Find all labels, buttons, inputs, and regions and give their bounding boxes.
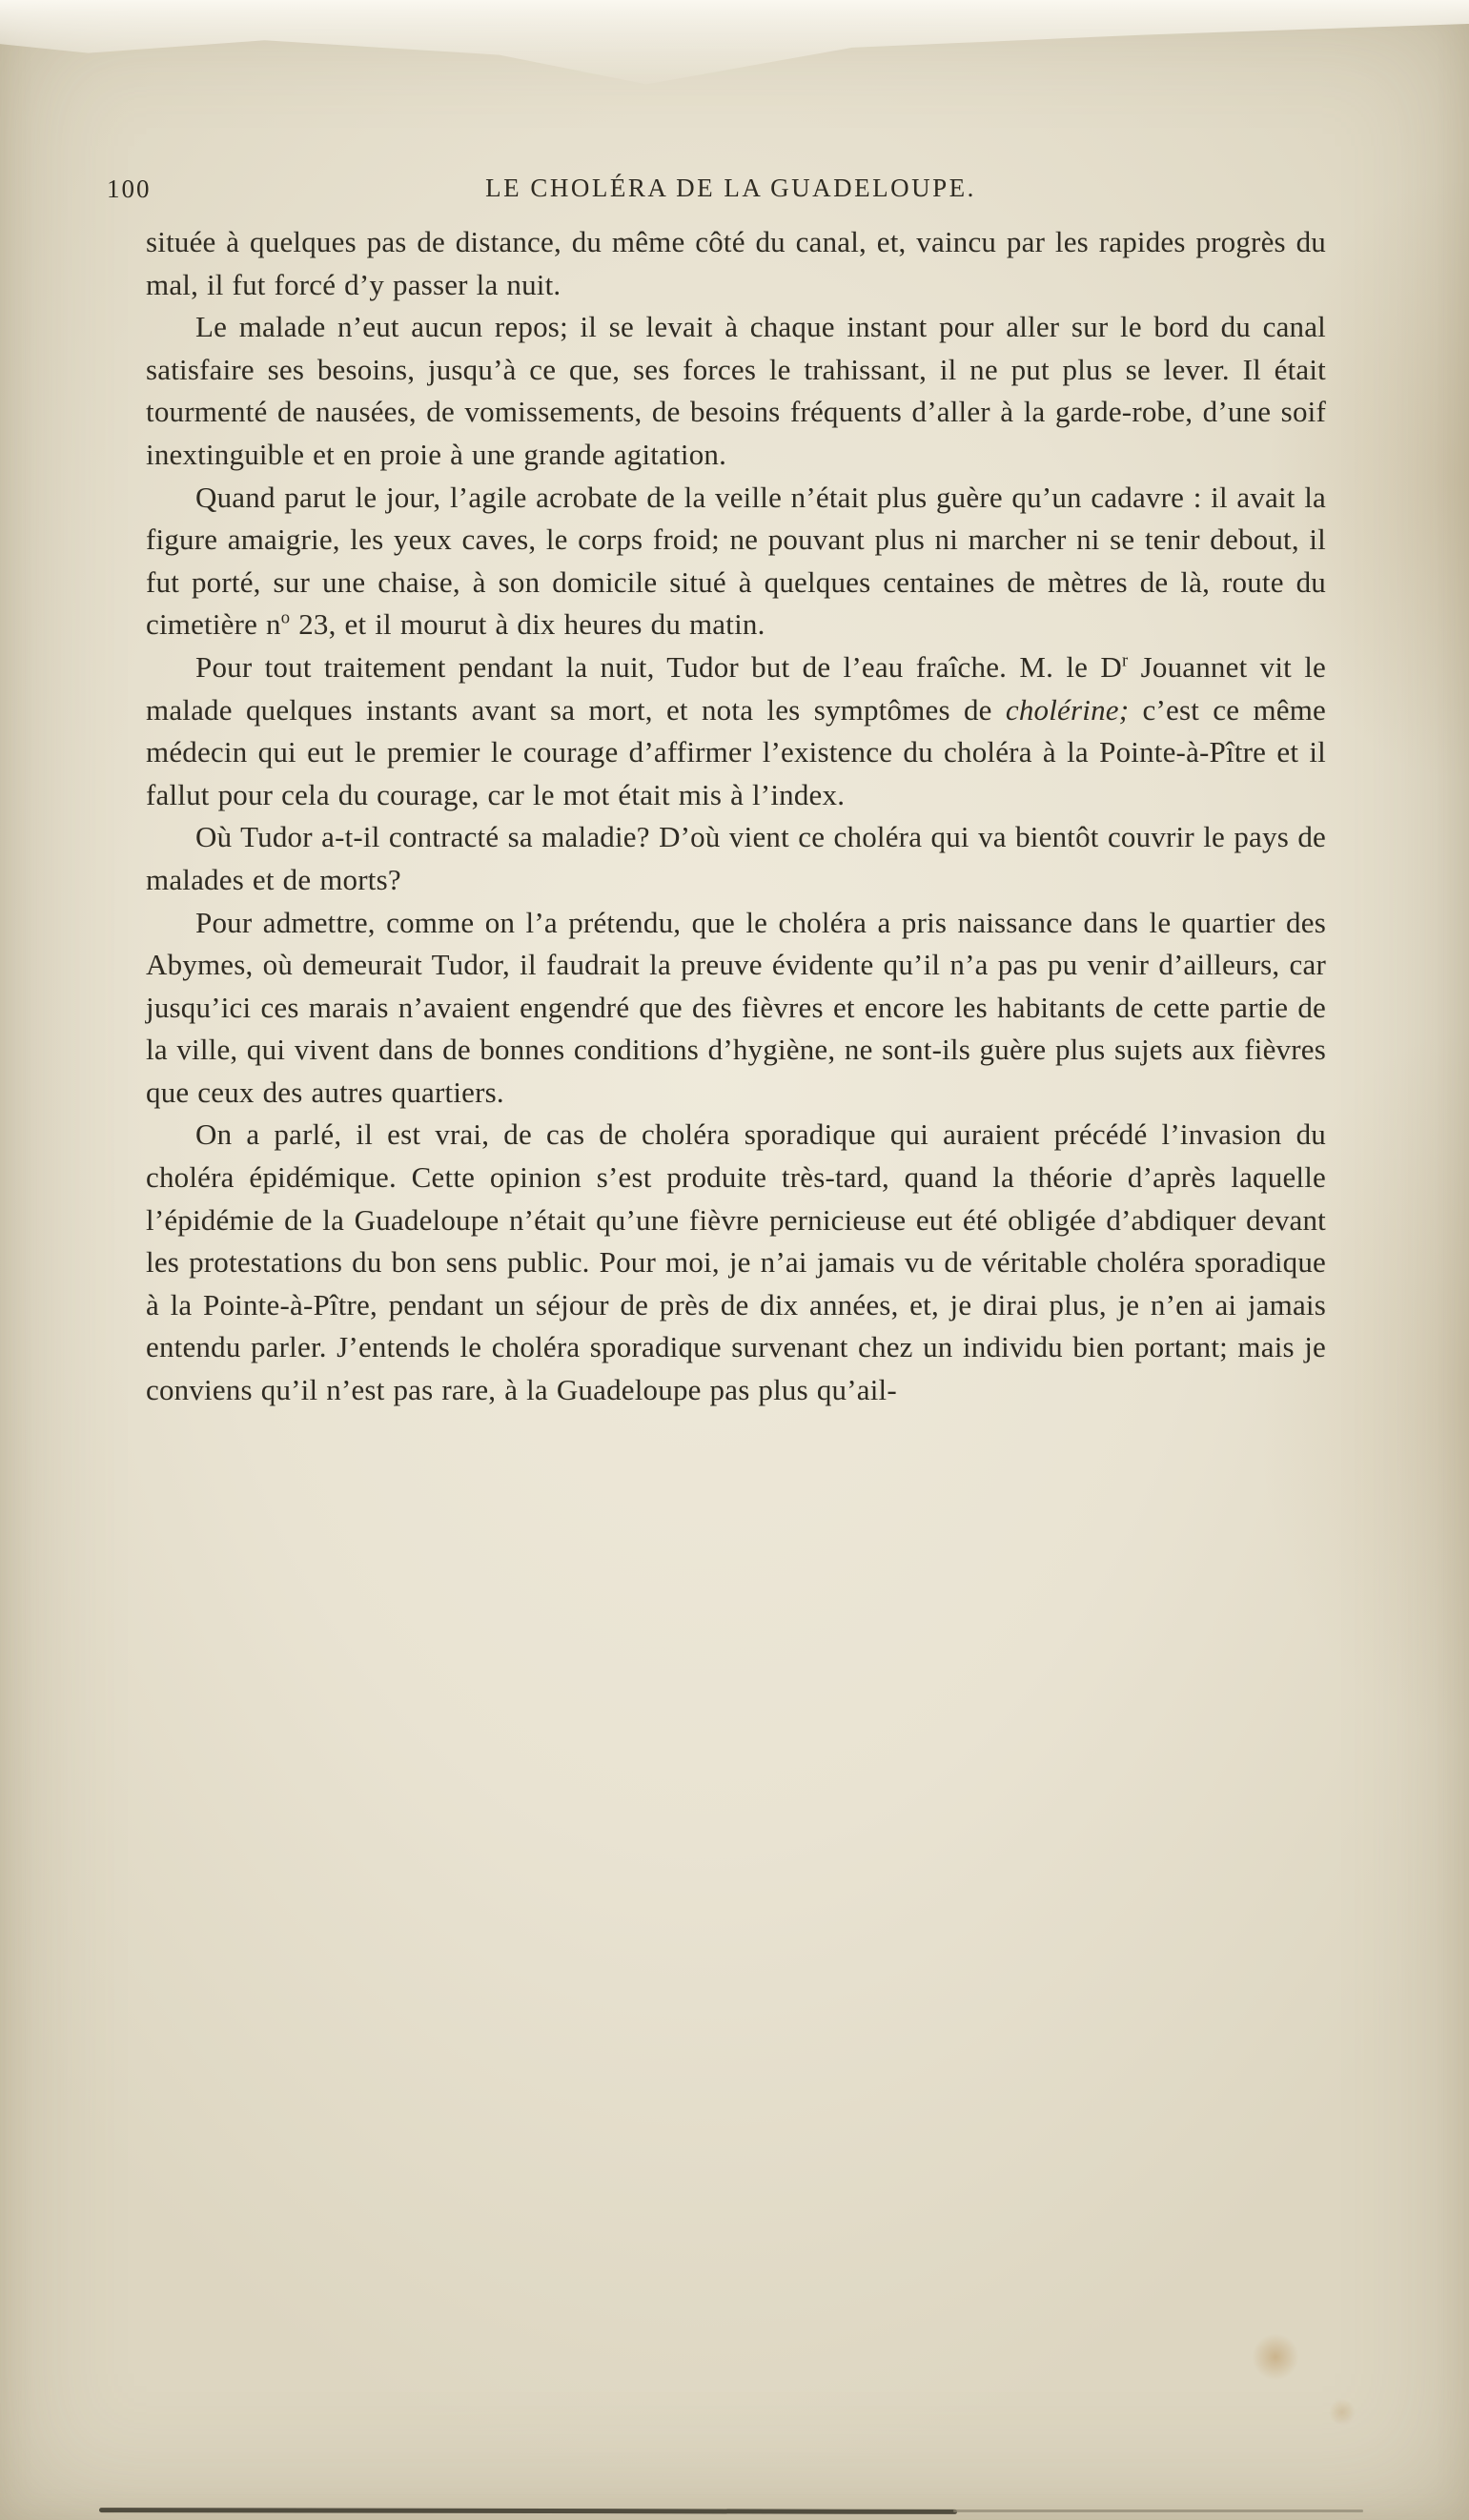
- text-run: 23, et il mourut à dix heures du matin.: [290, 607, 765, 642]
- paragraph: [146, 816, 1326, 901]
- torn-paper-edge: [0, 0, 1469, 92]
- bottom-page-edge-light: [953, 2510, 1363, 2512]
- text-run: On a parlé, il est vrai, de cas de choléra sporadique qui auraient précédé l’invasion du choléra épidémique. Cette opinion s’est produite très-tard, quand la théorie d’après laquelle l’épidémie de la Guadeloupe n’était qu’une fièvre pernicieuse eut été obligée d’abdiquer devant les protestations du bon sens public. Pour moi, je n’ai jamais vu de véritable choléra sporadique à la Pointe-à-Pître, pendant un séjour de près de dix années, et, je dirai plus, je n’en ai jamais entendu parler. J’entends le choléra sporadique survenant chez un individu bien portant; mais je conviens qu’il n’est pas rare, à la Guadeloupe pas plus qu’ail-: [146, 1117, 1326, 1407]
- text-run: située à quelques pas de distance, du même côté du canal, et, vaincu par les rapides progrès du mal, il fut forcé d’y passer la nuit.: [146, 225, 1326, 301]
- text-block: [146, 221, 1326, 1412]
- page-number: 100: [107, 174, 152, 203]
- paragraph: [146, 1114, 1326, 1411]
- text-run: Quand parut le jour, l’agile acrobate de la veille n’était plus guère qu’un cadavre : il avait la figure amaigrie, les yeux caves, le corps froid; ne pouvant plus ni marcher ni se tenir debout, il fut porté, sur une chaise, à son domicile situé à quelques centaines de mètres de là, route du cimetière n: [146, 480, 1326, 642]
- paragraph: [146, 902, 1326, 1115]
- text-run: Pour tout traitement pendant la nuit, Tudor but de l’eau fraîche. M. le D: [195, 649, 1122, 684]
- running-title: LE CHOLÉRA DE LA GUADELOUPE.: [485, 174, 976, 202]
- paragraph: [146, 221, 1326, 306]
- text-run: Le malade n’eut aucun repos; il se levait à chaque instant pour aller sur le bord du canal satisfaire ses besoins, jusqu’à ce que, ses forces le trahissant, il ne put plus se lever. Il était tourmenté de nausées, de vomissements, de besoins fréquents d’aller à la garde-robe, d’une soif inextinguible et en proie à une grande agitation.: [146, 310, 1326, 471]
- text-run: Où Tudor a-t-il contracté sa maladie? D’où vient ce choléra qui va bientôt couvrir le pays de malades et de morts?: [146, 820, 1326, 896]
- superscript: r: [1121, 650, 1129, 671]
- text-run: c’est ce même médecin qui eut le premier le courage d’affirmer l’existence du choléra à la Pointe-à-Pître et il fallut pour cela du courage, car le mot était mis à l’index.: [146, 692, 1326, 811]
- page-header: [107, 174, 1355, 214]
- superscript: o: [280, 608, 291, 629]
- text-run: Pour admettre, comme on l’a prétendu, que le choléra a pris naissance dans le quartier des Abymes, où demeurait Tudor, il faudrait la preuve évidente qu’il n’a pas pu venir d’ailleurs, car jusqu’ici ces marais n’avaient engendré que des fièvres et encore les habitants de cette partie de la ville, qui vivent dans de bonnes conditions d’hygiène, ne sont-ils guère plus sujets aux fièvres que ceux des autres quartiers.: [146, 905, 1326, 1109]
- bottom-page-edge-shadow: [99, 2508, 957, 2514]
- paragraph: [146, 646, 1326, 816]
- text-run: Jouannet vit le malade quelques instants avant sa mort, et nota les symptômes de: [146, 649, 1326, 727]
- italic-term: cholérine;: [1005, 692, 1130, 727]
- paragraph: [146, 477, 1326, 646]
- paragraph: [146, 306, 1326, 476]
